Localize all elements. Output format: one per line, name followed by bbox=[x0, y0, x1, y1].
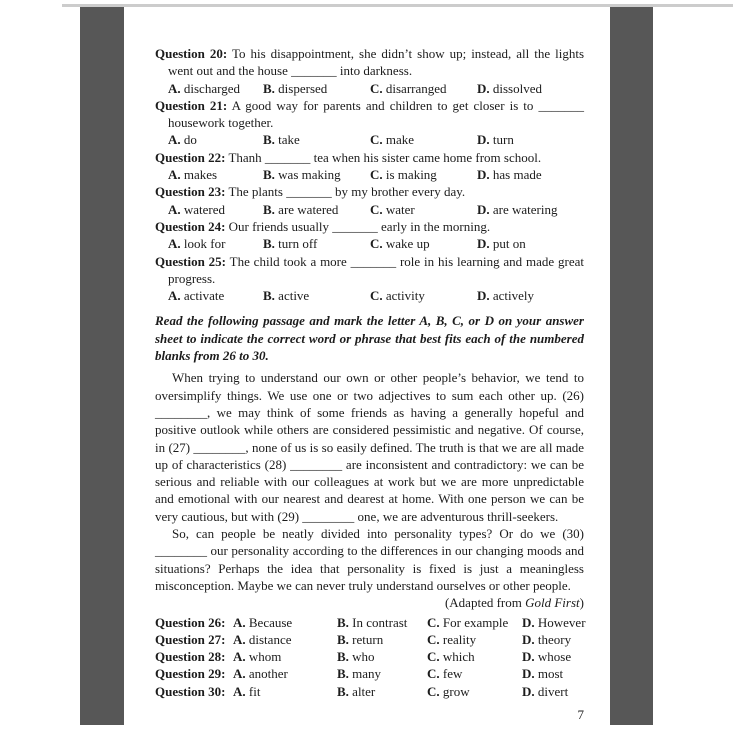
question-22-label: Question 22: bbox=[155, 149, 226, 165]
option-c-text: make bbox=[385, 132, 415, 148]
option-c-text: For example bbox=[442, 614, 509, 630]
question-23-text bbox=[155, 183, 584, 200]
option-d-letter: D. bbox=[477, 288, 490, 304]
question-21-body: A good way for parents and children to get closer is to _______ housework together. bbox=[168, 97, 584, 131]
option-a-text: another bbox=[248, 666, 288, 682]
passage-paragraph-2: So, can people be neatly divided into personality types? Or do we (30) ________ our personality according to the differences in our changing moods and situations? Perhaps the idea that personality is fixed is just a meaningless misconception. Maybe we can never truly understand ourselves or other people. bbox=[155, 526, 584, 593]
question-25-body: The child took a more _______ role in his learning and made great progress. bbox=[168, 253, 584, 286]
question-23 bbox=[155, 183, 584, 218]
option-c-text: activity bbox=[385, 288, 425, 304]
option-d-text: whose bbox=[537, 649, 572, 665]
option-c bbox=[370, 131, 477, 148]
option-b-letter: B. bbox=[263, 132, 275, 148]
question-22-text bbox=[155, 149, 584, 166]
option-c-text: which bbox=[442, 649, 475, 665]
option-d bbox=[522, 631, 584, 648]
option-d-text: has made bbox=[492, 167, 542, 183]
option-c-text: water bbox=[385, 201, 415, 217]
question-22 bbox=[155, 149, 584, 184]
question-25-text bbox=[155, 253, 584, 288]
option-b-letter: B. bbox=[263, 167, 275, 183]
option-b-letter: B. bbox=[263, 80, 275, 96]
question-23-label: Question 23: bbox=[155, 184, 226, 200]
option-a-letter: A. bbox=[168, 167, 181, 183]
question-29-row bbox=[155, 665, 584, 682]
option-a-letter: A. bbox=[168, 201, 181, 217]
option-d-text: most bbox=[537, 666, 564, 682]
option-a-letter: A. bbox=[168, 80, 181, 96]
option-b-letter: B. bbox=[337, 614, 349, 630]
question-30-label: Question 30: bbox=[155, 683, 226, 699]
option-d-text: turn bbox=[492, 132, 514, 148]
question-23-body: The plants _______ by my brother every day. bbox=[228, 184, 466, 200]
option-a-text: look for bbox=[183, 236, 226, 252]
question-21-options bbox=[168, 131, 584, 148]
question-20-text bbox=[155, 45, 584, 80]
question-21-text bbox=[155, 97, 584, 132]
option-c bbox=[370, 80, 477, 97]
option-a bbox=[168, 287, 263, 304]
option-a bbox=[168, 131, 263, 148]
option-b-letter: B. bbox=[337, 631, 349, 647]
option-c bbox=[370, 287, 477, 304]
option-d-text: divert bbox=[537, 683, 569, 699]
option-a bbox=[168, 80, 263, 97]
option-c bbox=[370, 201, 477, 218]
option-b-letter: B. bbox=[263, 201, 275, 217]
option-d bbox=[522, 683, 584, 700]
question-21 bbox=[155, 97, 584, 149]
option-c-letter: C. bbox=[370, 288, 383, 304]
option-d bbox=[477, 166, 584, 183]
question-24-label: Question 24: bbox=[155, 218, 226, 234]
questions-26-30-table bbox=[155, 614, 584, 700]
option-c bbox=[427, 614, 522, 631]
passage-credit bbox=[155, 594, 584, 611]
option-a-text: activate bbox=[183, 288, 225, 304]
option-b bbox=[337, 648, 427, 665]
option-d-text: put on bbox=[492, 236, 526, 252]
question-22-options bbox=[168, 166, 584, 183]
option-c-letter: C. bbox=[370, 80, 383, 96]
option-a bbox=[233, 631, 337, 648]
question-25 bbox=[155, 253, 584, 305]
option-d-letter: D. bbox=[522, 614, 535, 630]
option-c-letter: C. bbox=[370, 167, 383, 183]
option-c-letter: C. bbox=[427, 666, 440, 682]
option-c bbox=[370, 235, 477, 252]
option-c bbox=[370, 166, 477, 183]
question-29-label: Question 29: bbox=[155, 666, 226, 682]
question-20-body: To his disappointment, she didn’t show up; instead, all the lights went out and the house _______ into darkness. bbox=[168, 46, 585, 79]
option-a-letter: A. bbox=[233, 631, 246, 647]
question-25-label: Question 25: bbox=[155, 253, 227, 269]
option-d-text: are watering bbox=[492, 201, 558, 217]
viewer-top-border bbox=[62, 4, 733, 7]
option-a-text: makes bbox=[183, 167, 218, 183]
option-c-letter: C. bbox=[427, 631, 440, 647]
question-28-label: Question 28: bbox=[155, 649, 226, 665]
question-27-row bbox=[155, 631, 584, 648]
option-b bbox=[263, 235, 370, 252]
option-b-text: active bbox=[278, 288, 310, 304]
question-23-options bbox=[168, 201, 584, 218]
option-c-letter: C. bbox=[427, 649, 440, 665]
option-b-text: who bbox=[352, 649, 375, 665]
question-21-label: Question 21: bbox=[155, 97, 228, 113]
question-27-label: Question 27: bbox=[155, 631, 226, 647]
passage-paragraph-1: When trying to understand our own or other people’s behavior, we tend to oversimplify things. We use one or two adjectives to sum each other up. (26) ________, we may think of some friends as having a generally hopeful and positive outlook while others are considered pessimistic and negative. Of course, in (27) ________, none of us is so easily defined. The truth is that we are all made up of characteristics (28) ________ are inconsistent and contradictory: we can be serious and reliable with our colleagues at work but we are more unpredictable and emotional with our nearest and dearest at home. With one person we can be very cautious, but with (29) ________ one, we are adventurous thrill-seekers. bbox=[155, 370, 584, 524]
option-d bbox=[477, 287, 584, 304]
option-b-text: are watered bbox=[278, 201, 339, 217]
credit-source: Gold First bbox=[525, 595, 580, 611]
option-d bbox=[477, 235, 584, 252]
option-b-letter: B. bbox=[263, 288, 275, 304]
option-a-text: discharged bbox=[183, 80, 240, 96]
option-d-letter: D. bbox=[477, 167, 490, 183]
option-a-letter: A. bbox=[168, 236, 181, 252]
option-b bbox=[263, 80, 370, 97]
option-d-letter: D. bbox=[477, 80, 490, 96]
option-a-letter: A. bbox=[168, 132, 181, 148]
option-a-text: fit bbox=[248, 683, 261, 699]
option-d-letter: D. bbox=[477, 201, 490, 217]
option-b bbox=[263, 201, 370, 218]
option-d-text: actively bbox=[492, 288, 535, 304]
option-c bbox=[427, 683, 522, 700]
option-b-text: many bbox=[352, 666, 382, 682]
option-b-text: alter bbox=[352, 683, 376, 699]
question-24-text bbox=[155, 218, 584, 235]
option-a-text: distance bbox=[248, 631, 292, 647]
document-page bbox=[124, 0, 610, 733]
option-d-letter: D. bbox=[522, 631, 535, 647]
option-c-text: disarranged bbox=[385, 80, 447, 96]
option-a-letter: A. bbox=[233, 683, 246, 699]
option-a-text: Because bbox=[248, 614, 293, 630]
option-c bbox=[427, 631, 522, 648]
option-c-letter: C. bbox=[370, 201, 383, 217]
option-c-letter: C. bbox=[370, 132, 383, 148]
credit-suffix: ) bbox=[579, 595, 584, 611]
option-b-letter: B. bbox=[263, 236, 275, 252]
option-d bbox=[522, 665, 584, 682]
option-d-text: theory bbox=[537, 631, 572, 647]
question-28-row bbox=[155, 648, 584, 665]
question-24 bbox=[155, 218, 584, 253]
question-25-options bbox=[168, 287, 584, 304]
option-b bbox=[337, 683, 427, 700]
option-d bbox=[477, 131, 584, 148]
page-number: 7 bbox=[577, 706, 584, 722]
question-20-label: Question 20: bbox=[155, 46, 228, 61]
option-d-text: However bbox=[537, 614, 586, 630]
option-b bbox=[263, 166, 370, 183]
option-b-text: turn off bbox=[278, 236, 318, 252]
question-22-body: Thanh _______ tea when his sister came home from school. bbox=[228, 149, 542, 165]
option-c-letter: C. bbox=[427, 683, 440, 699]
option-b-text: return bbox=[352, 631, 384, 647]
option-a-letter: A. bbox=[233, 614, 246, 630]
option-a bbox=[233, 683, 337, 700]
option-c-letter: C. bbox=[370, 236, 383, 252]
option-c-letter: C. bbox=[427, 614, 440, 630]
option-b bbox=[263, 287, 370, 304]
option-a bbox=[168, 235, 263, 252]
option-b bbox=[337, 614, 427, 631]
option-a-letter: A. bbox=[168, 288, 181, 304]
option-b bbox=[337, 665, 427, 682]
option-b-text: was making bbox=[278, 167, 341, 183]
option-d bbox=[522, 614, 586, 631]
option-b bbox=[337, 631, 427, 648]
option-b-text: dispersed bbox=[278, 80, 328, 96]
reading-instruction: Read the following passage and mark the letter A, B, C, or D on your answer sheet to indicate the correct word or phrase that best fits each of the numbered blanks from 26 to 30. bbox=[155, 313, 584, 364]
option-a-letter: A. bbox=[233, 649, 246, 665]
option-c-text: grow bbox=[442, 683, 470, 699]
option-a bbox=[168, 201, 263, 218]
question-20 bbox=[155, 45, 584, 97]
option-d-letter: D. bbox=[522, 666, 535, 682]
viewer-backdrop-right bbox=[610, 6, 653, 725]
question-24-body: Our friends usually _______ early in the morning. bbox=[228, 218, 491, 234]
option-b bbox=[263, 131, 370, 148]
option-d bbox=[477, 201, 584, 218]
option-b-text: In contrast bbox=[352, 614, 408, 630]
option-d bbox=[522, 648, 584, 665]
option-a bbox=[233, 614, 337, 631]
viewer-backdrop-left bbox=[80, 6, 124, 725]
question-24-options bbox=[168, 235, 584, 252]
option-a bbox=[168, 166, 263, 183]
option-d-letter: D. bbox=[477, 132, 490, 148]
option-a bbox=[233, 648, 337, 665]
option-d bbox=[477, 80, 584, 97]
option-c-text: is making bbox=[385, 167, 437, 183]
option-c-text: few bbox=[442, 666, 463, 682]
option-a-letter: A. bbox=[233, 666, 246, 682]
question-26-label: Question 26: bbox=[155, 614, 226, 630]
question-30-row bbox=[155, 683, 584, 700]
option-a-text: watered bbox=[183, 201, 226, 217]
option-c bbox=[427, 665, 522, 682]
option-b-text: take bbox=[278, 132, 300, 148]
option-d-text: dissolved bbox=[492, 80, 543, 96]
option-d-letter: D. bbox=[477, 236, 490, 252]
option-b-letter: B. bbox=[337, 649, 349, 665]
question-26-row bbox=[155, 614, 584, 631]
option-c bbox=[427, 648, 522, 665]
question-20-options bbox=[168, 80, 584, 97]
option-c-text: reality bbox=[442, 631, 477, 647]
option-b-letter: B. bbox=[337, 683, 349, 699]
credit-prefix: (Adapted from bbox=[444, 595, 526, 611]
option-a bbox=[233, 665, 337, 682]
option-b-letter: B. bbox=[337, 666, 349, 682]
option-a-text: whom bbox=[248, 649, 282, 665]
option-d-letter: D. bbox=[522, 649, 535, 665]
option-d-letter: D. bbox=[522, 683, 535, 699]
option-c-text: wake up bbox=[385, 236, 430, 252]
option-a-text: do bbox=[183, 132, 197, 148]
